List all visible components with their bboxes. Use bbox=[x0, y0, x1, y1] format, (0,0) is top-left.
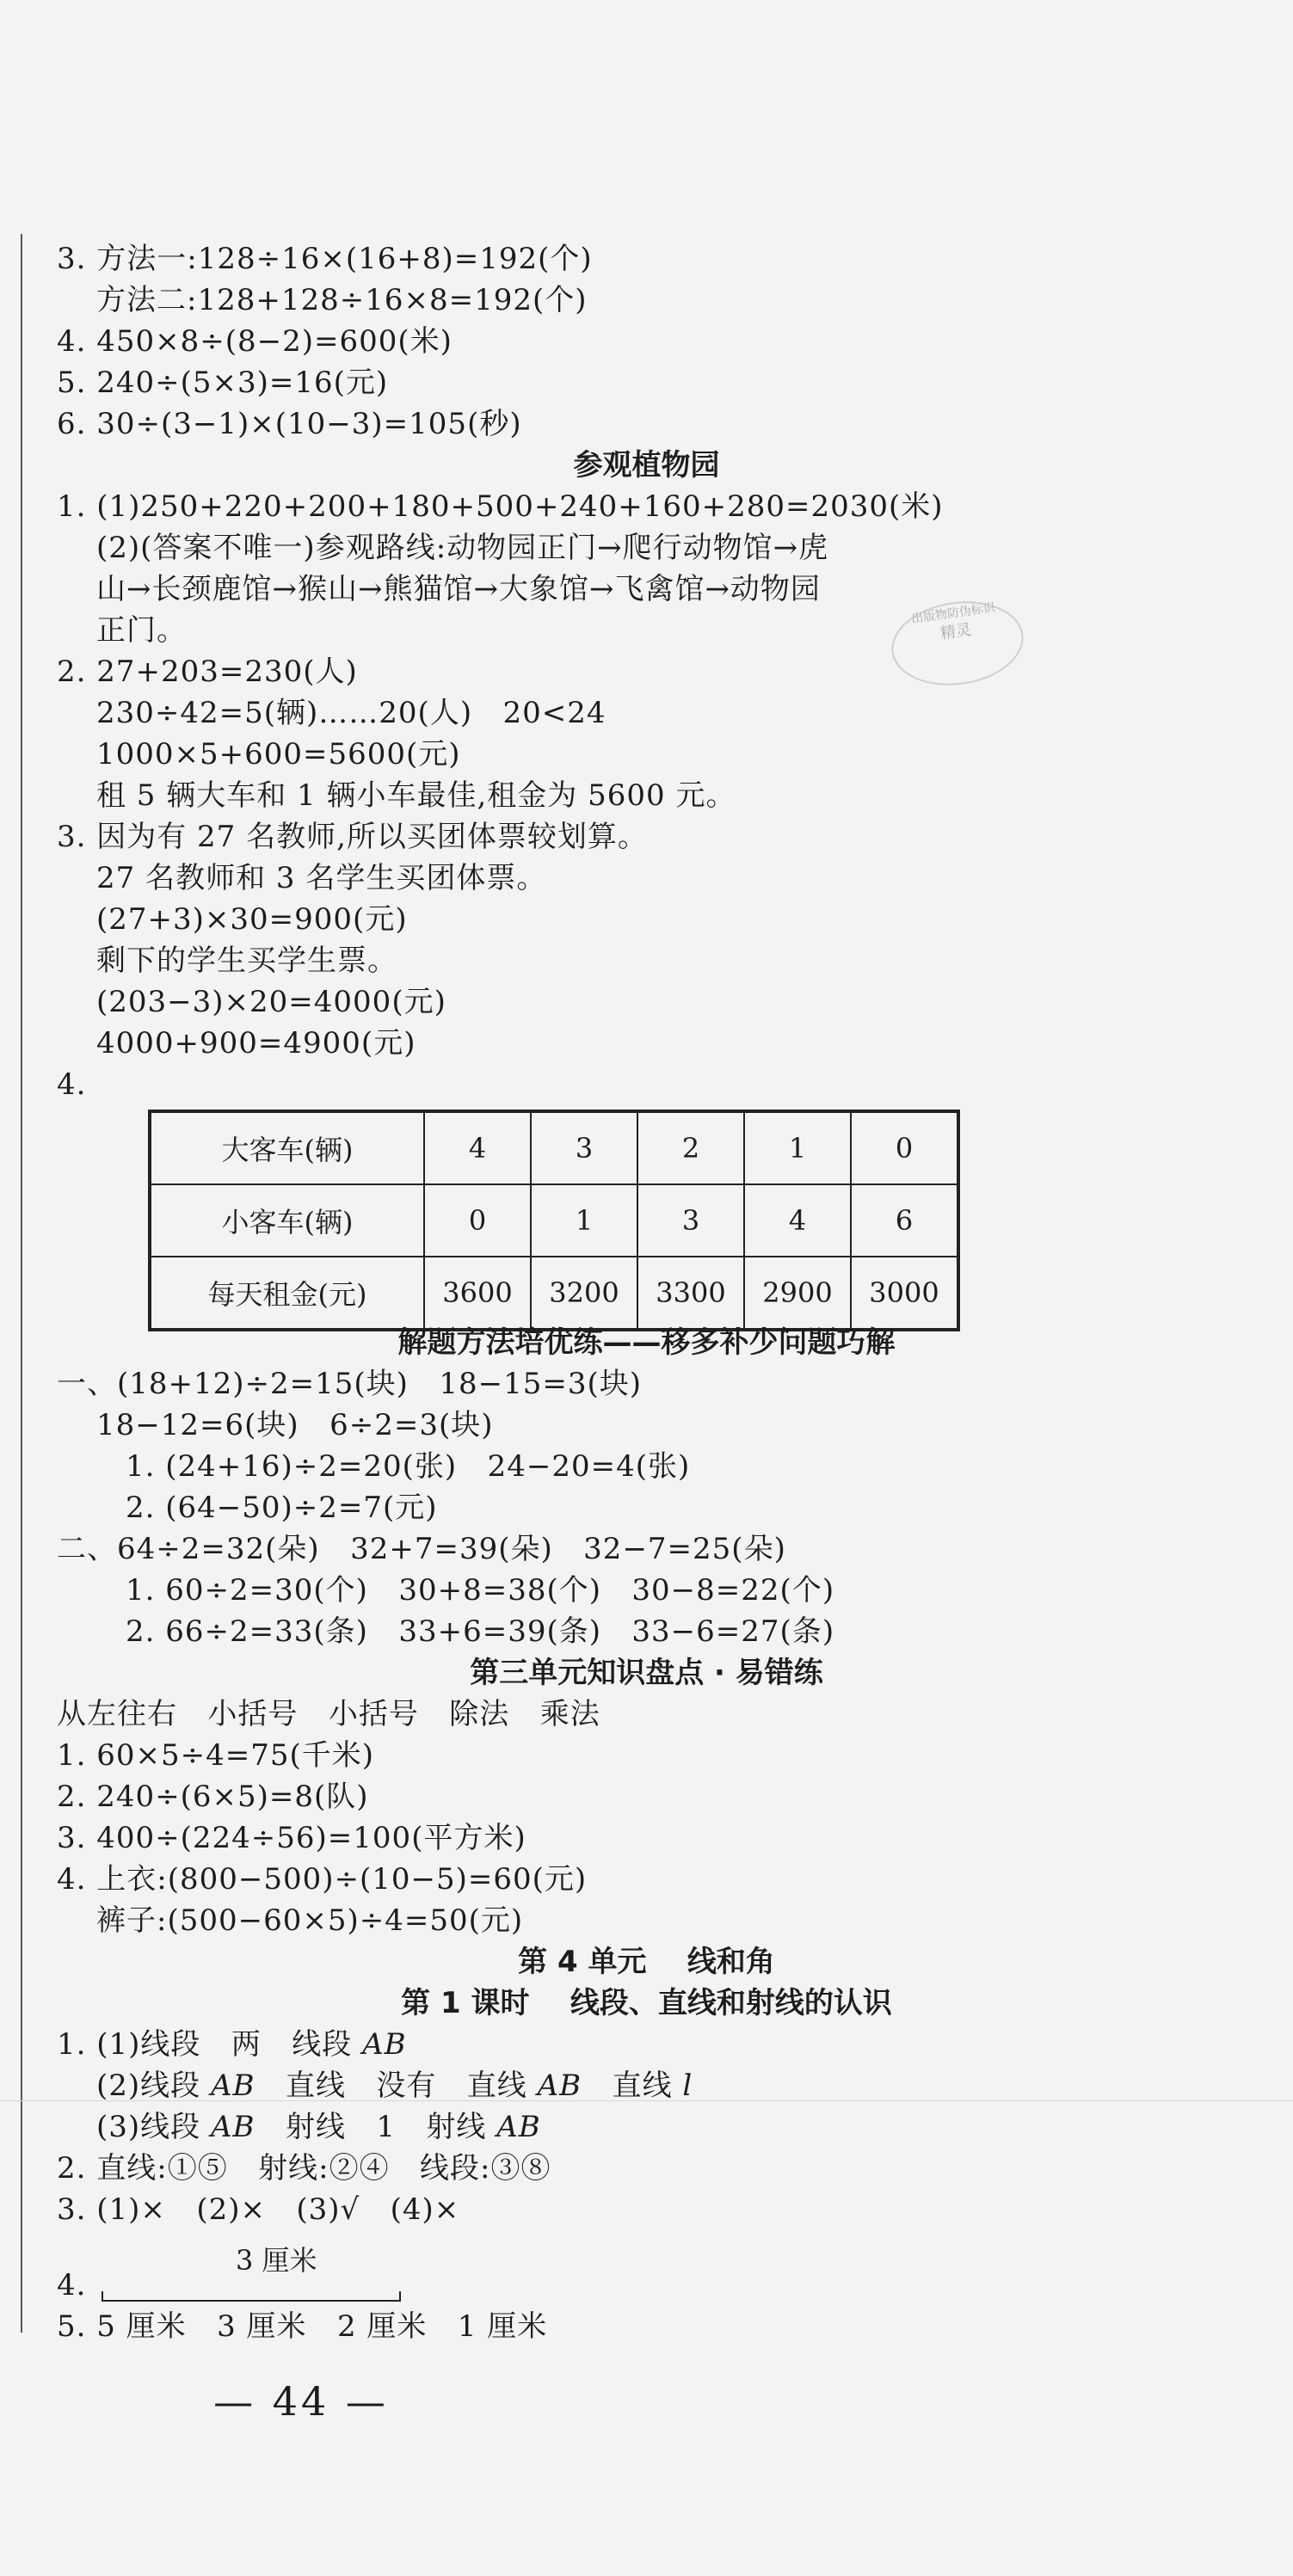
answer-line: 3. (1)× (2)× (3)√ (4)× bbox=[57, 2192, 460, 2227]
table-cell: 3 bbox=[637, 1184, 744, 1257]
answer-line: 2. 66÷2=33(条) 33+6=39(条) 33−6=27(条) bbox=[126, 1614, 835, 1649]
answer-text: 直线 bbox=[582, 2069, 683, 2103]
unit-heading: 第 4 单元 线和角 bbox=[518, 1945, 775, 1979]
answer-text: 直线 没有 直线 bbox=[255, 2069, 538, 2103]
answer-line: 正门。 bbox=[96, 613, 187, 648]
table-cell: 3000 bbox=[851, 1257, 958, 1330]
answer-line: 裤子:(500−60×5)÷4=50(元) bbox=[96, 1903, 524, 1938]
segment-length-label: 3 厘米 bbox=[236, 2244, 317, 2277]
answer-text: AB bbox=[496, 2110, 541, 2144]
answer-line: 1000×5+600=5600(元) bbox=[96, 737, 461, 772]
table-row bbox=[150, 1111, 958, 1184]
table-cell: 0 bbox=[424, 1184, 531, 1257]
stamp-text: 出版物防伪标识 bbox=[910, 600, 996, 627]
section-heading: 参观植物园 bbox=[573, 448, 720, 483]
answer-line: 1. (1)250+220+200+180+500+240+160+280=2030(米) bbox=[57, 489, 944, 524]
table-cell: 3200 bbox=[531, 1257, 637, 1330]
answer-line: 山→长颈鹿馆→猴山→熊猫馆→大象馆→飞禽馆→动物园 bbox=[96, 572, 821, 606]
answer-line: 3. 400÷(224÷56)=100(平方米) bbox=[57, 1821, 526, 1855]
answer-text: l bbox=[682, 2069, 693, 2103]
table-cell: 3600 bbox=[424, 1257, 531, 1330]
answer-line: 2. (64−50)÷2=7(元) bbox=[126, 1491, 438, 1525]
table-row bbox=[150, 1184, 958, 1257]
answer-text: AB bbox=[210, 2110, 256, 2144]
answer-line: 4. 上衣:(800−500)÷(10−5)=60(元) bbox=[57, 1862, 588, 1897]
table-cell: 3300 bbox=[637, 1257, 744, 1330]
answer-line: 18−12=6(块) 6÷2=3(块) bbox=[96, 1408, 494, 1442]
answer-line: 剩下的学生买学生票。 bbox=[96, 944, 397, 978]
answer-line: 4. bbox=[57, 1067, 87, 1102]
answer-line: (27+3)×30=900(元) bbox=[96, 902, 408, 937]
answer-line: 1. 60÷2=30(个) 30+8=38(个) 30−8=22(个) bbox=[126, 1573, 835, 1608]
table-cell: 3 bbox=[531, 1111, 637, 1184]
answer-text: AB bbox=[210, 2069, 256, 2103]
answer-line: 二、64÷2=32(朵) 32+7=39(朵) 32−7=25(朵) bbox=[57, 1532, 786, 1566]
answer-line: 230÷42=5(辆)……20(人) 20<24 bbox=[96, 696, 606, 730]
section-heading: 解题方法培优练——移多补少问题巧解 bbox=[397, 1325, 896, 1360]
answer-line bbox=[96, 2066, 693, 2106]
table-cell: 小客车(辆) bbox=[150, 1184, 424, 1257]
answer-line: 4. 450×8÷(8−2)=600(米) bbox=[57, 324, 453, 359]
answer-line: 4. bbox=[57, 2268, 87, 2302]
table-cell: 4 bbox=[744, 1184, 851, 1257]
table-cell: 每天租金(元) bbox=[150, 1257, 424, 1330]
table-cell: 6 bbox=[851, 1184, 958, 1257]
answer-line: 租 5 辆大车和 1 辆小车最佳,租金为 5600 元。 bbox=[96, 778, 736, 813]
table-cell: 1 bbox=[744, 1111, 851, 1184]
section-heading: 第三单元知识盘点 · 易错练 bbox=[470, 1656, 823, 1690]
answer-text: 1. (1)线段 两 线段 bbox=[57, 2027, 363, 2062]
answer-line: 4000+900=4900(元) bbox=[96, 1026, 416, 1061]
answer-line: (2)(答案不唯一)参观路线:动物园正门→爬行动物馆→虎 bbox=[96, 531, 829, 565]
answer-text: 射线 1 射线 bbox=[255, 2110, 497, 2144]
answer-line: 3. 因为有 27 名教师,所以买团体票较划算。 bbox=[57, 820, 648, 854]
table-cell: 4 bbox=[424, 1111, 531, 1184]
answer-line bbox=[57, 2025, 407, 2064]
table-cell: 大客车(辆) bbox=[150, 1111, 424, 1184]
answer-line: 3. 方法一:128÷16×(16+8)=192(个) bbox=[57, 242, 593, 276]
answer-line: 2. 27+203=230(人) bbox=[57, 655, 358, 689]
answer-text: (3)线段 bbox=[96, 2110, 211, 2144]
table-row bbox=[150, 1257, 958, 1330]
table-cell: 1 bbox=[531, 1184, 637, 1257]
answer-line: 5. 5 厘米 3 厘米 2 厘米 1 厘米 bbox=[57, 2309, 548, 2344]
table-cell: 2900 bbox=[744, 1257, 851, 1330]
answer-line: (203−3)×20=4000(元) bbox=[96, 985, 446, 1019]
answer-line: 1. (24+16)÷2=20(张) 24−20=4(张) bbox=[126, 1449, 691, 1484]
answer-text: AB bbox=[362, 2027, 407, 2062]
rental-table bbox=[148, 1110, 960, 1331]
answer-line: 1. 60×5÷4=75(千米) bbox=[57, 1738, 375, 1773]
answer-text: (2)线段 bbox=[96, 2069, 211, 2103]
line-segment-drawing bbox=[102, 2291, 401, 2302]
answer-line: 6. 30÷(3−1)×(10−3)=105(秒) bbox=[57, 407, 522, 441]
answer-line: 从左往右 小括号 小括号 除法 乘法 bbox=[57, 1697, 600, 1731]
lesson-heading: 第 1 课时 线段、直线和射线的认识 bbox=[401, 1986, 892, 2020]
answer-line: 2. 直线:①⑤ 射线:②④ 线段:③⑧ bbox=[57, 2151, 551, 2186]
answer-line: 5. 240÷(5×3)=16(元) bbox=[57, 366, 389, 400]
answer-line bbox=[96, 2107, 541, 2147]
page-number: — 44 — bbox=[213, 2378, 389, 2425]
answer-line: 一、(18+12)÷2=15(块) 18−15=3(块) bbox=[57, 1367, 643, 1401]
anti-counterfeit-stamp bbox=[886, 593, 1029, 693]
answer-line: 27 名教师和 3 名学生买团体票。 bbox=[96, 861, 547, 895]
answer-line: 2. 240÷(6×5)=8(队) bbox=[57, 1780, 369, 1814]
stamp-text: 精灵 bbox=[939, 620, 973, 643]
answer-line: 方法二:128+128÷16×8=192(个) bbox=[96, 283, 588, 317]
answer-text: AB bbox=[537, 2069, 582, 2103]
table-cell: 0 bbox=[851, 1111, 958, 1184]
table-cell: 2 bbox=[637, 1111, 744, 1184]
